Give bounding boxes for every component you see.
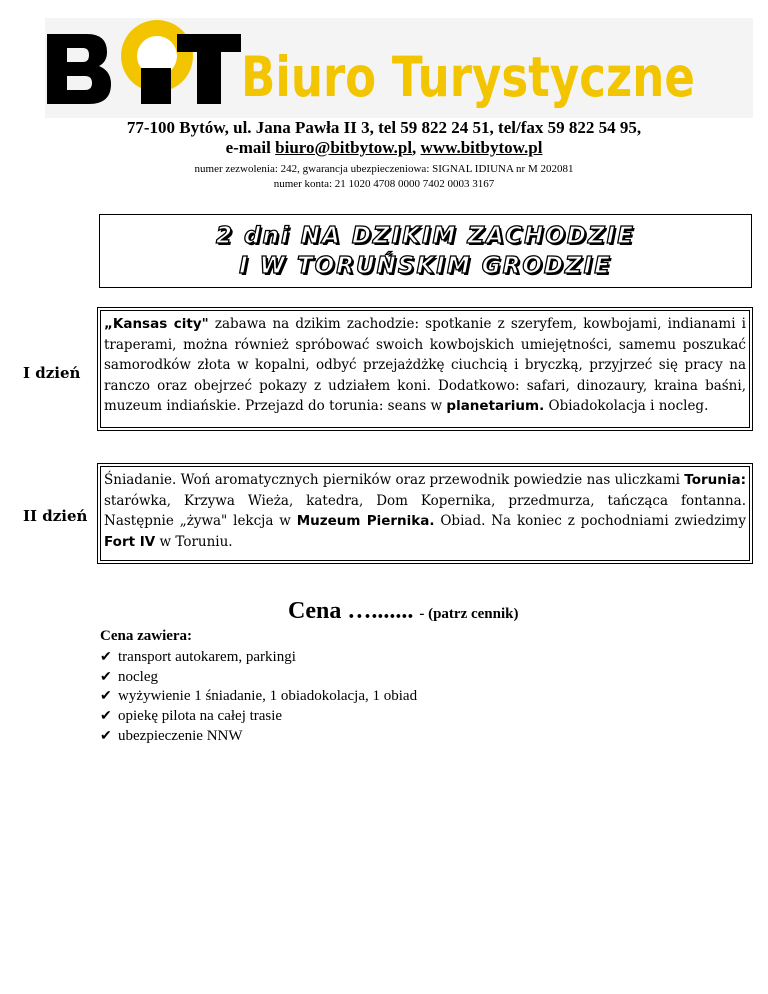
brand-name: Biuro Turystyczne <box>241 45 695 109</box>
includes-list <box>100 648 417 746</box>
day-2-part: Fort IV <box>104 533 156 550</box>
account-line: numer konta: 21 1020 4708 0000 7402 0003 3167 <box>273 178 495 190</box>
price-note: - (patrz cennik) <box>419 606 519 622</box>
day-2-description <box>104 470 746 552</box>
contact-line <box>0 138 768 158</box>
email-link[interactable]: biuro@bitbytow.pl <box>275 138 413 157</box>
bit-logo <box>45 18 245 118</box>
separator: , <box>412 138 421 157</box>
list-item-text: ubezpieczenie NNW <box>118 727 243 744</box>
day-1-label: I dzień <box>23 364 81 382</box>
day-2-label: II dzień <box>23 507 88 525</box>
day-1-part: planetarium. <box>446 398 545 414</box>
list-item <box>100 687 417 707</box>
day-2-part: Torunia: <box>684 472 746 488</box>
permit-line: numer zezwolenia: 242, gwarancja ubezpieczeniowa: SIGNAL IDIUNA nr M 202081 <box>194 163 574 175</box>
checkmark-icon: ✔ <box>100 689 112 705</box>
day-1-part: „Kansas city" <box>104 316 209 332</box>
day-1-part: Obiadokolacja i nocleg. <box>544 398 709 414</box>
day-1-description <box>104 314 746 417</box>
checkmark-icon: ✔ <box>100 669 112 685</box>
checkmark-icon: ✔ <box>100 709 112 725</box>
price-line <box>288 598 519 625</box>
title-box <box>99 214 752 288</box>
email-prefix: e-mail <box>225 138 276 157</box>
list-item-text: nocleg <box>118 668 158 685</box>
day-2-part: starówka, Krzywa Wieża, katedra, Dom Kopernika, przedmurza, tańcząca fontanna. Następnie „żywa" lekcja w <box>104 492 746 529</box>
day-2-part: Muzeum Piernika. <box>296 513 435 529</box>
checkmark-icon: ✔ <box>100 650 112 666</box>
list-item <box>100 648 417 668</box>
logo-band <box>45 18 753 118</box>
list-item <box>100 707 417 727</box>
day-2-part: Śniadanie. Woń aromatycznych pierników oraz przewodnik powiedzie nas uliczkami <box>104 472 685 488</box>
title-line-2: I W TORUŃSKIM GRODZIE <box>239 253 612 279</box>
day-2-part: w Toruniu. <box>155 533 233 550</box>
list-item-text: transport autokarem, parkingi <box>118 649 296 666</box>
website-link[interactable]: www.bitbytow.pl <box>420 138 543 157</box>
day-1-part: zabawa na dzikim zachodzie: spotkanie z szeryfem, kowbojami, indianami i traperami, można również spróbować swoich kowbojskich umiejętności, samemu poszukać samorodków złota w kopalni, odbyć przejażdżkę ciuchcią i bryczką, przyjrzeć się pracy na ranczo oraz obejrzeć pokazy z udziałem koni. Dodatkowo: safari, dinozaury, kraina baśni, muzeum indiańskie. Przejazd do torunia: seans w <box>104 316 746 414</box>
list-item <box>100 726 417 746</box>
list-item-text: wyżywienie 1 śniadanie, 1 obiadokolacja, 1 obiad <box>118 688 418 705</box>
checkmark-icon: ✔ <box>100 728 112 744</box>
day-1-box <box>97 307 753 431</box>
title-line-1: 2 dni NA DZIKIM ZACHODZIE <box>216 223 635 249</box>
day-2-box <box>97 463 753 564</box>
day-2-part: Obiad. Na koniec z pochodniami zwiedzimy <box>434 513 746 529</box>
includes-title: Cena zawiera: <box>100 628 193 644</box>
price-label: Cena …....... <box>288 598 420 624</box>
list-item <box>100 668 417 688</box>
address-line: 77-100 Bytów, ul. Jana Pawła II 3, tel 59 822 24 51, tel/fax 59 822 54 95, <box>126 118 642 137</box>
list-item-text: opiekę pilota na całej trasie <box>118 708 283 725</box>
